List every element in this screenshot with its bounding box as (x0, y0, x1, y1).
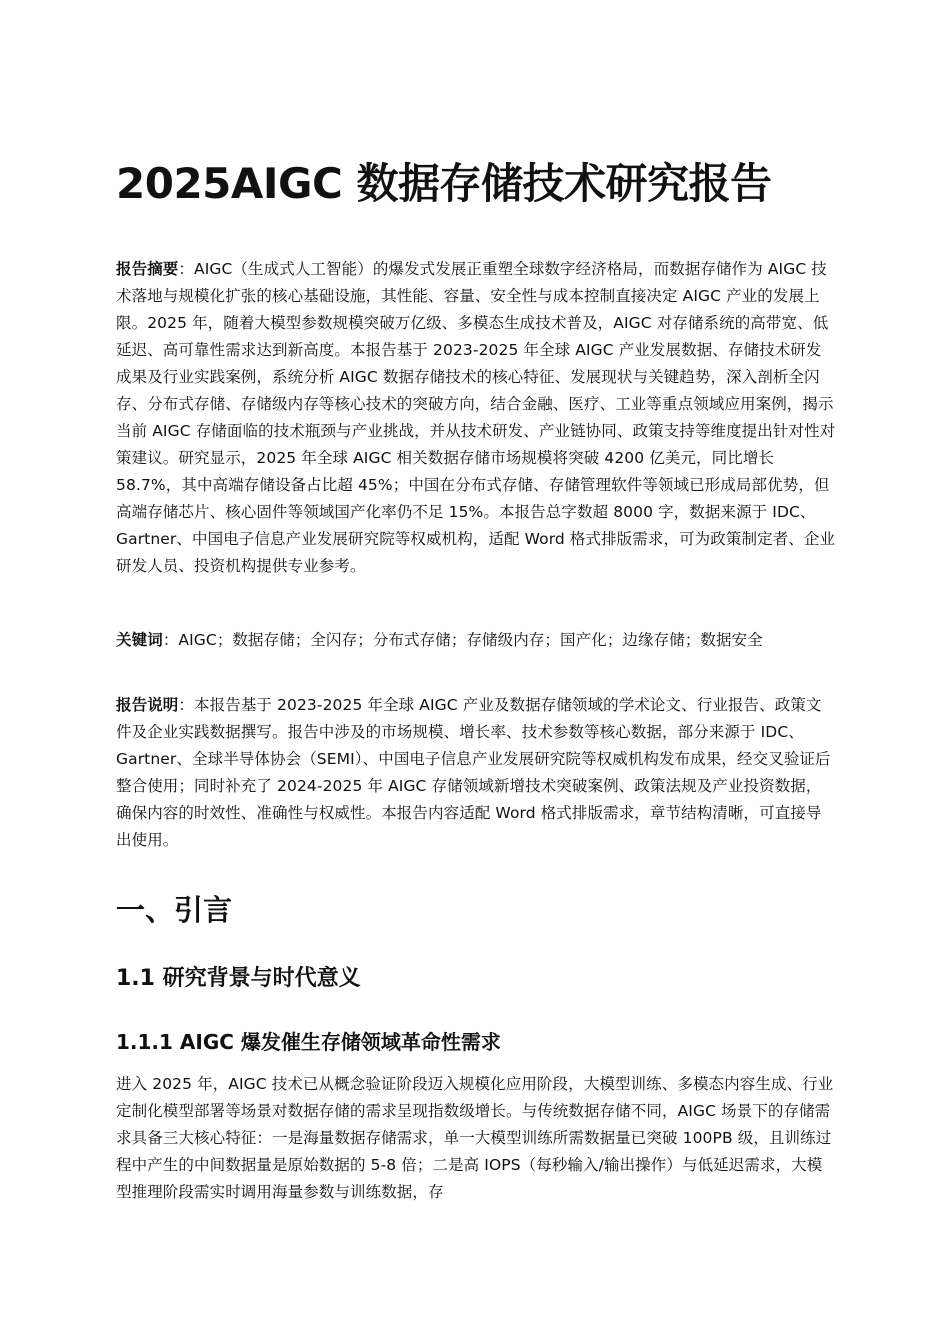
document-title: 2025AIGC 数据存储技术研究报告 (116, 159, 772, 208)
subsubsection-heading-demand: 1.1.1 AIGC 爆发催生存储领域革命性需求 (116, 1030, 501, 1054)
abstract-separator: ： (178, 260, 195, 278)
keywords-text: AIGC；数据存储；全闪存；分布式存储；存储级内存；国产化；边缘存储；数据安全 (178, 631, 763, 649)
body-paragraph: 进入 2025 年，AIGC 技术已从概念验证阶段迈入规模化应用阶段，大模型训练、多模态内容生成、行业定制化模型部署等场景对数据存储的需求呈现指数级增长。与传统数据存储不同，AIGC 场景下的存储需求具备三大核心特征：一是海量数据存储需求，单一大模型训练所需数据量已突破 100PB 级，且训练过程中产生的中间数据量是原始数据的 5-8 倍；二是高 IOPS（每秒输入/输出操作）与低延迟需求，大模型推理阶段需实时调用海量参数与训练数据，存 (116, 1075, 834, 1201)
keywords-label: 关键词 (116, 631, 163, 649)
abstract-text: AIGC（生成式人工智能）的爆发式发展正重塑全球数字经济格局，而数据存储作为 AIGC 技术落地与规模化扩张的核心基础设施，其性能、容量、安全性与成本控制直接决定 AIGC 产业的发展上限。2025 年，随着大模型参数规模突破万亿级、多模态生成技术普及，AIGC 对存储系统的高带宽、低延迟、高可靠性需求达到新高度。本报告基于 2023-2025 年全球 AIGC 产业发展数据、存储技术研发成果及行业实践案例，系统分析 AIGC 数据存储技术的核心特征、发展现状与关键趋势，深入剖析全闪存、分布式存储、存储级内存等核心技术的突破方向，结合金融、医疗、工业等重点领域应用案例，揭示当前 AIGC 存储面临的技术瓶颈与产业挑战，并从技术研发、产业链协同、政策支持等维度提出针对性对策建议。研究显示，2025 年全球 AIGC 相关数据存储市场规模将突破 4200 亿美元，同比增长 58.7%，其中高端存储设备占比超 45%；中国在分布式存储、存储管理软件等领域已形成局部优势，但高端存储芯片、核心固件等领域国产化率仍不足 15%。本报告总字数超 8000 字，数据来源于 IDC、Gartner、中国电子信息产业发展研究院等权威机构，适配 Word 格式排版需求，可为政策制定者、企业研发人员、投资机构提供专业参考。 (116, 260, 836, 575)
keywords-separator: ： (162, 631, 179, 649)
subsection-heading-background: 1.1 研究背景与时代意义 (116, 966, 361, 991)
note-separator: ： (178, 696, 195, 714)
keywords-paragraph (116, 627, 836, 654)
abstract-label: 报告摘要 (116, 260, 179, 278)
section-heading-introduction: 一、引言 (116, 893, 233, 927)
note-paragraph (116, 692, 836, 854)
note-text: 本报告基于 2023-2025 年全球 AIGC 产业及数据存储领域的学术论文、行业报告、政策文件及企业实践数据撰写。报告中涉及的市场规模、增长率、技术参数等核心数据，部分来源于 IDC、Gartner、全球半导体协会（SEMI）、中国电子信息产业发展研究院等权威机构发布成果，经交叉验证后整合使用；同时补充了 2024-2025 年 AIGC 存储领域新增技术突破案例、政策法规及产业投资数据，确保内容的时效性、准确性与权威性。本报告内容适配 Word 格式排版需求，章节结构清晰，可直接导出使用。 (116, 696, 831, 849)
abstract-paragraph (116, 256, 836, 580)
note-label: 报告说明 (116, 696, 179, 714)
